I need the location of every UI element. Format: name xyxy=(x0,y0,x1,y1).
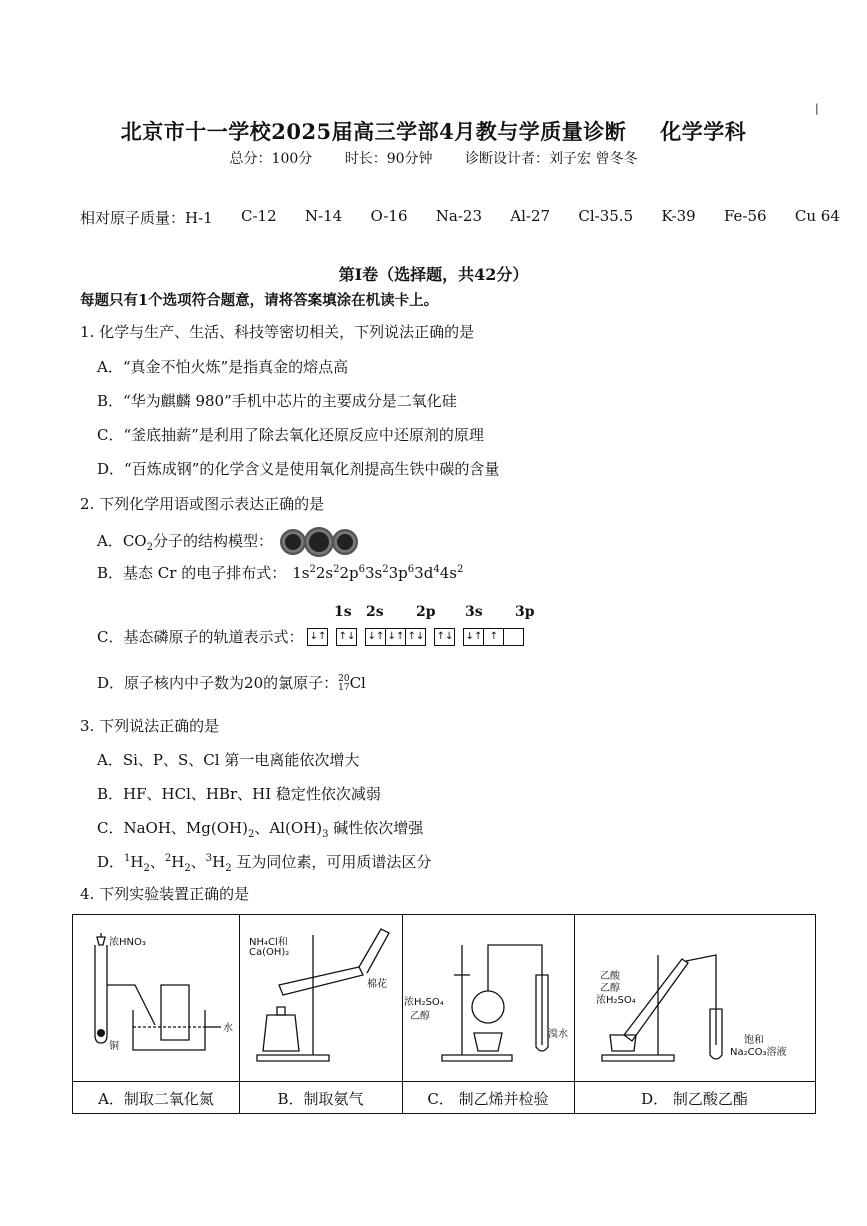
label-cotton: 棉花 xyxy=(367,979,387,990)
label-saturated: 饱和 xyxy=(744,1035,764,1046)
caption-row xyxy=(73,1081,815,1114)
orbital-label-3s: 3s xyxy=(465,604,483,620)
q3-option-c: C．NaOH、$Mg(OH)_2$、$Al(OH)_3$ 碱性依次增强 xyxy=(97,819,424,840)
label-conc-h2so4-d: 浓H₂SO₄ xyxy=(596,995,636,1006)
apparatus-table xyxy=(72,914,816,1114)
label-na2co3-solution: Na₂CO₃溶液 xyxy=(730,1047,787,1058)
q3-option-d: D．$^1H_2$、$^2H_2$、$^3H_2$ 互为同位素，可用质谱法区分 xyxy=(97,853,432,874)
orbital-box: ↓↑ xyxy=(463,628,484,646)
orbital-box: ↑↓ xyxy=(336,628,357,646)
q2-option-b: B．基态 Cr 的电子排布式： $1s^22s^22p^63s^23p^63d^44s^2$ xyxy=(97,564,464,582)
total-score: 总分：100分 xyxy=(229,151,313,167)
caption-c: C． 制乙烯并检验 xyxy=(427,1090,549,1108)
atomic-mass-label: 相对原子质量：H-1 xyxy=(80,209,213,227)
orbital-box: ↑ xyxy=(484,628,504,646)
orbital-box: ↑↓ xyxy=(406,628,426,646)
q3-stem: 3. 下列说法正确的是 xyxy=(80,717,220,735)
edge-mark: | xyxy=(815,102,819,115)
section-title: 第I卷（选择题，共42分） xyxy=(338,265,529,284)
label-acetic-acid: 乙酸 xyxy=(600,971,620,982)
q2-option-c: C．基态磷原子的轨道表示式： ↓↑ ↑↓ ↓↑ ↓↑ ↑↓ ↑↓ ↓↑ ↑ xyxy=(97,626,532,647)
mass-cl: Cl-35.5 xyxy=(578,207,634,225)
caption-b: B．制取氨气 xyxy=(277,1090,364,1108)
caption-d: D． 制乙酸乙酯 xyxy=(641,1090,748,1108)
q1-option-c: C．“釜底抽薪”是利用了除去氧化还原反应中还原剂的原理 xyxy=(97,426,484,444)
duration: 时长：90分钟 xyxy=(344,151,433,167)
mass-al: Al-27 xyxy=(510,207,551,225)
q2-option-d: D．原子核内中子数为20的氯原子：20 17Cl xyxy=(97,674,366,693)
orbital-label-2s: 2s xyxy=(366,604,384,620)
label-conc-h2so4: 浓H₂SO₄ xyxy=(404,997,444,1008)
orbital-box: ↓↑ xyxy=(386,628,406,646)
orbital-box: ↑↓ xyxy=(434,628,455,646)
orbital-label-1s: 1s xyxy=(334,604,352,620)
mass-k: K-39 xyxy=(661,207,696,225)
orbital-label-2p: 2p xyxy=(416,604,436,620)
atomic-mass-row xyxy=(80,207,840,228)
orbital-label-3p: 3p xyxy=(515,604,535,620)
label-water: 水 xyxy=(223,1023,233,1034)
orbital-diagram xyxy=(307,628,532,646)
q1-option-d: D．“百炼成钢”的化学含义是使用氧化剂提高生铁中碳的含量 xyxy=(97,460,500,478)
page-title xyxy=(0,116,867,146)
orbital-box: ↓↑ xyxy=(307,628,328,646)
q2-stem: 2. 下列化学用语或图示表达正确的是 xyxy=(80,495,325,513)
orbital-box: ↓↑ xyxy=(365,628,386,646)
title-subject: 化学学科 xyxy=(660,119,747,144)
caption-a: A．制取二氧化氮 xyxy=(98,1090,214,1108)
label-ethanol-d: 乙醇 xyxy=(600,983,620,994)
mass-c: C-12 xyxy=(241,207,277,225)
co2-ball-model-icon xyxy=(280,527,358,557)
mass-n: N-14 xyxy=(304,207,343,225)
q2-option-a: A．$CO_2$分子的结构模型： xyxy=(97,527,358,557)
q1-option-a: A．“真金不怕火炼”是指真金的熔点高 xyxy=(97,358,349,376)
mass-o: O-16 xyxy=(370,207,408,225)
mass-na: Na-23 xyxy=(435,207,483,225)
mass-cu: Cu 64 xyxy=(794,207,840,225)
no2-apparatus-icon xyxy=(73,915,239,1081)
designers: 诊断设计者：刘子宏 曾冬冬 xyxy=(465,151,638,167)
mass-fe: Fe-56 xyxy=(723,207,767,225)
label-ethanol: 乙醇 xyxy=(410,1011,430,1022)
title-school: 北京市十一学校2025届高三学部4月教与学质量诊断 xyxy=(120,119,627,144)
section-instruction: 每题只有1个选项符合题意，请将答案填涂在机读卡上。 xyxy=(80,292,439,309)
q3-option-b: B．HF、HCl、HBr、HI 稳定性依次减弱 xyxy=(97,785,381,803)
apparatus-cell-d xyxy=(574,915,815,1081)
label-nh4cl: NH₄Cl和 xyxy=(249,937,288,948)
cr-config: $1s^22s^22p^63s^23p^63d^44s^2$ xyxy=(292,564,464,582)
label-copper: 铜 xyxy=(109,1041,119,1052)
q4-stem: 4. 下列实验装置正确的是 xyxy=(80,885,250,903)
apparatus-cell-b xyxy=(239,915,403,1081)
apparatus-cell-a xyxy=(73,915,240,1081)
q1-stem: 1. 化学与生产、生活、科技等密切相关，下列说法正确的是 xyxy=(80,323,475,341)
label-caoh2: Ca(OH)₂ xyxy=(249,947,290,958)
exam-meta xyxy=(0,148,867,168)
orbital-box xyxy=(504,628,524,646)
apparatus-cell-c xyxy=(402,915,575,1081)
q1-option-b: B．“华为麒麟 980”手机中芯片的主要成分是二氧化硅 xyxy=(97,392,457,410)
label-conc-hno3: 浓HNO₃ xyxy=(109,937,146,948)
q3-option-a: A．Si、P、S、Cl 第一电离能依次增大 xyxy=(97,751,360,769)
label-bromine-water: 溴水 xyxy=(548,1029,568,1040)
